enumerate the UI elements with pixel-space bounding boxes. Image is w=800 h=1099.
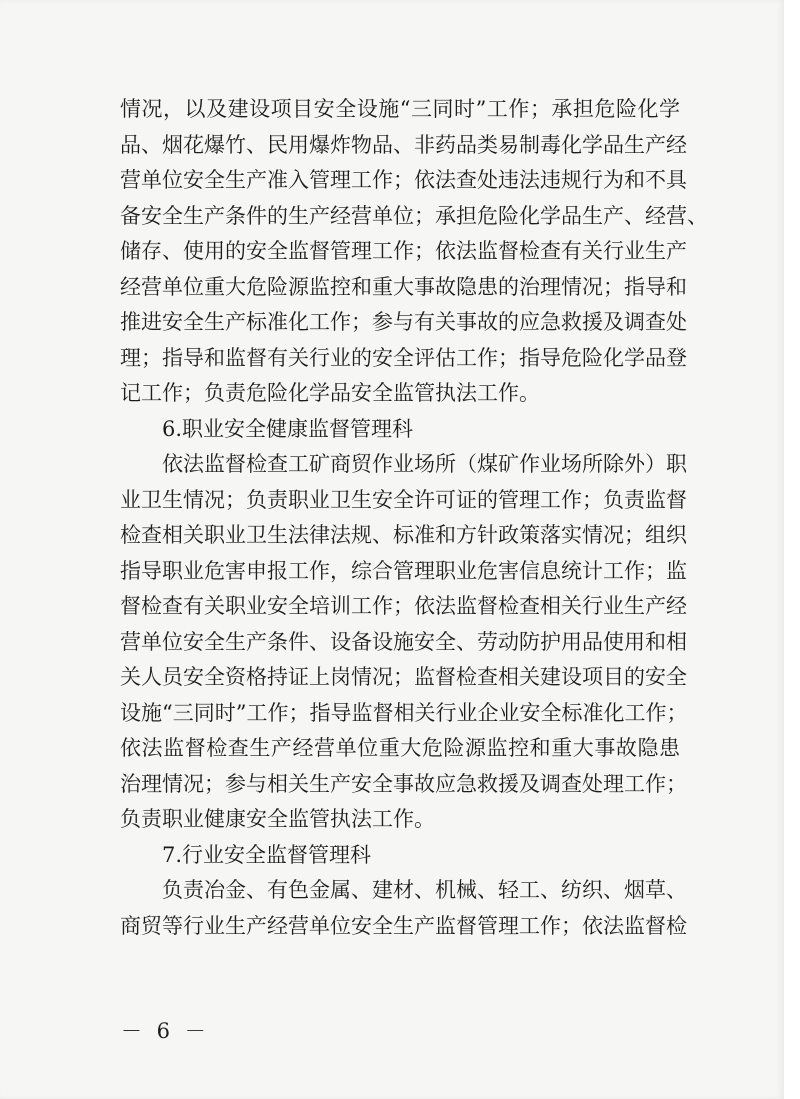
page-margin (784, 0, 800, 1099)
text-line: 业卫生情况；负责职业卫生安全许可证的管理工作；负责监督 (120, 487, 687, 512)
page-number: － 6 － (121, 1019, 210, 1043)
text-line: 负责职业健康安全监管执法工作。 (120, 807, 435, 831)
text-line: 关人员安全资格持证上岗情况；监督检查相关建设项目的安全 (120, 665, 687, 689)
text-line: 依法监督检查工矿商贸作业场所（煤矿作业场所除外）职 (162, 452, 687, 476)
text-line: 品、烟花爆竹、民用爆炸物品、非药品类易制毒化学品生产经 (120, 132, 687, 157)
section-heading: 7.行业安全监督管理科 (162, 842, 372, 867)
text-line: 依法监督检查生产经营单位重大危险源监控和重大事故隐患 (120, 736, 680, 760)
text-line: 记工作；负责危险化学品安全监管执法工作。 (120, 381, 540, 405)
text-line: 情况，以及建设项目安全设施“三同时”工作；承担危险化学 (120, 97, 680, 121)
text-line: 储存、使用的安全监督管理工作；依法监督检查有关行业生产 (120, 239, 687, 263)
text-line: 治理情况；参与相关生产安全事故应急救援及调查处理工作； (120, 771, 687, 796)
text-line: 检查相关职业卫生法律法规、标准和方针政策落实情况；组织 (120, 523, 687, 547)
text-line: 营单位安全生产准入管理工作；依法查处违法违规行为和不具 (120, 168, 687, 192)
text-line: 推进安全生产标准化工作；参与有关事故的应急救援及调查处 (120, 310, 687, 334)
text-line: 备安全生产条件的生产经营单位；承担危险化学品生产、经营、 (120, 203, 708, 228)
text-line: 理；指导和监督有关行业的安全评估工作；指导危险化学品登 (120, 345, 687, 370)
text-line: 经营单位重大危险源监控和重大事故隐患的治理情况；指导和 (120, 274, 687, 299)
text-line: 指导职业危害申报工作，综合管理职业危害信息统计工作；监 (120, 558, 687, 583)
text-line: 设施“三同时”工作；指导监督相关行业企业安全标准化工作； (120, 700, 688, 725)
text-line: 商贸等行业生产经营单位安全生产监督管理工作；依法监督检 (120, 913, 687, 938)
section-heading: 6.职业安全健康监督管理科 (162, 416, 414, 441)
body-text (120, 92, 708, 944)
text-line: 营单位安全生产条件、设备设施安全、劳动防护用品使用和相 (120, 629, 687, 654)
text-line: 督检查有关职业安全培训工作；依法监督检查相关行业生产经 (120, 594, 687, 618)
text-line: 负责冶金、有色金属、建材、机械、轻工、纺织、烟草、 (162, 878, 687, 902)
